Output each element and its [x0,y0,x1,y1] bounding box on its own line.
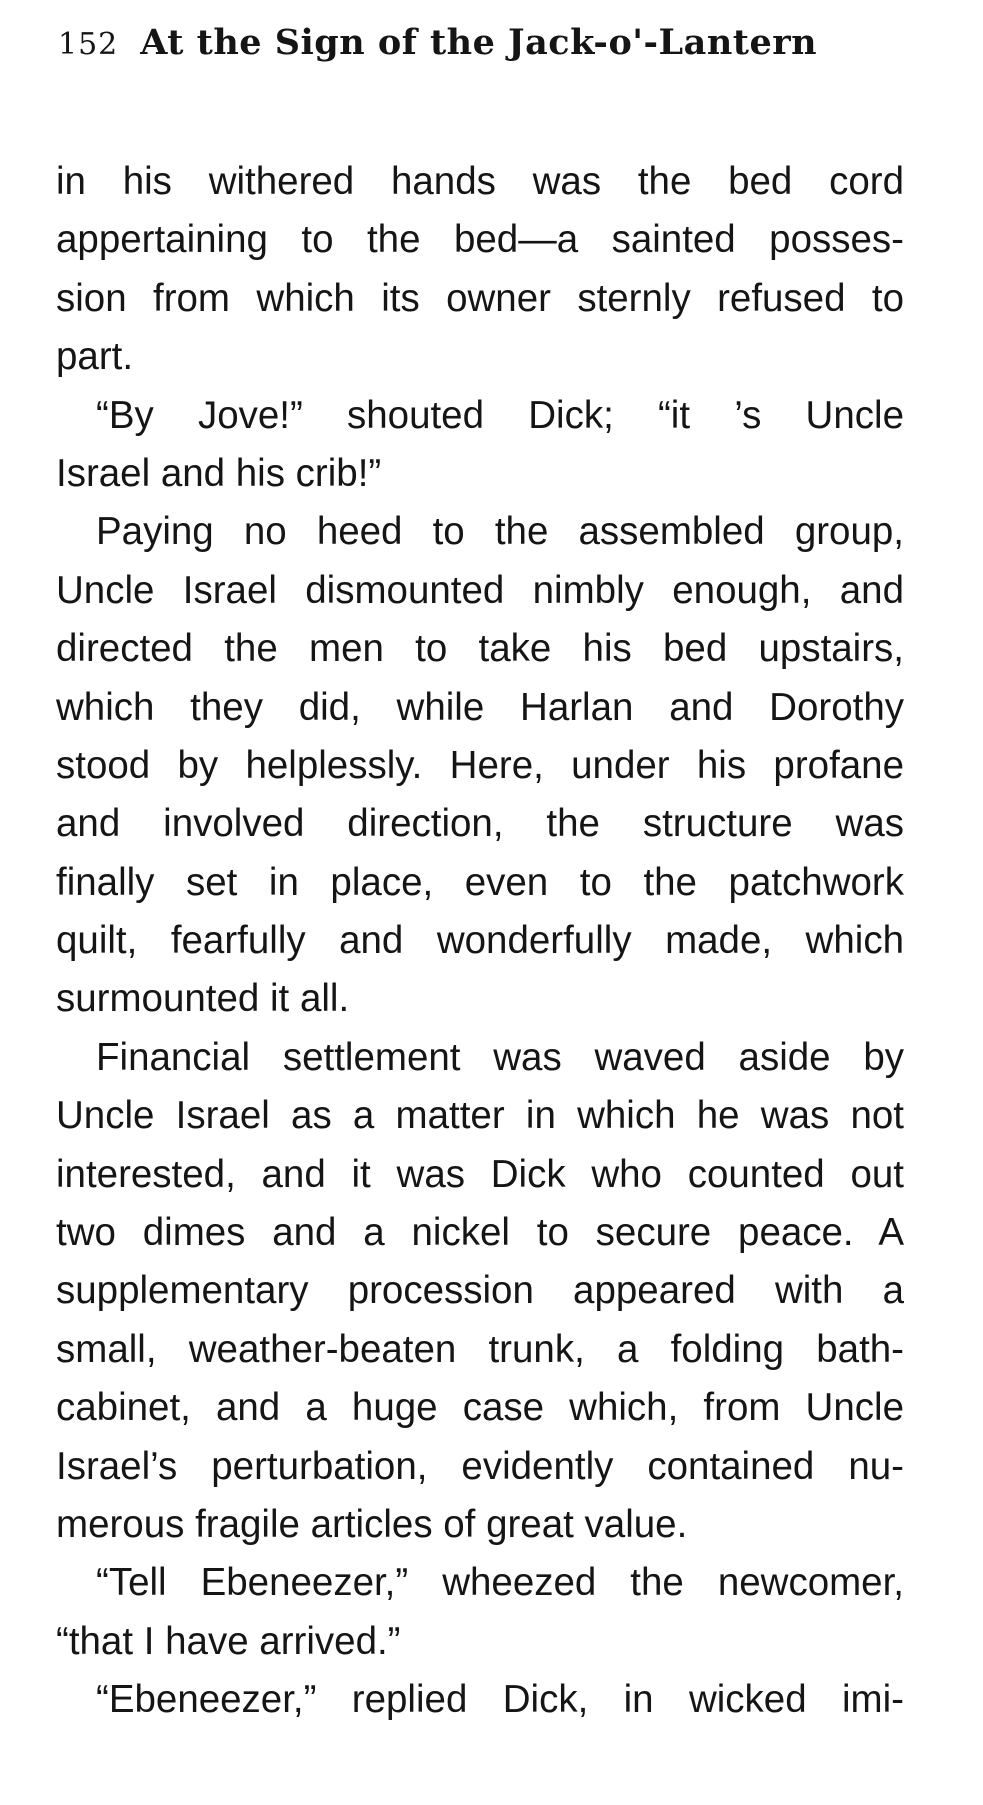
text-line: appertaining to the bed—a sainted posses- [56,218,904,262]
text-line: quilt, fearfully and wonderfully made, which [56,919,904,963]
text-line: stood by helplessly. Here, under his profane [56,743,904,787]
text-line: Uncle Israel as a matter in which he was not [56,1094,904,1138]
text-line: small, weather-beaten trunk, a folding bath- [56,1327,904,1371]
text-line: Financial settlement was waved aside by [96,1035,904,1079]
text-line: directed the men to take his bed upstairs, [56,627,904,671]
running-title: At the Sign of the Jack-o'-Lantern [140,22,818,63]
text-line: sion from which its owner sternly refused to [56,276,904,320]
running-head [58,22,918,92]
text-line: “By Jove!” shouted Dick; “it ’s Uncle [96,393,904,437]
text-line: and involved direction, the structure was [56,802,904,846]
text-line: which they did, while Harlan and Dorothy [56,685,904,729]
text-line: “Ebeneezer,” replied Dick, in wicked imi- [96,1678,904,1722]
text-line: in his withered hands was the bed cord [56,160,904,203]
text-line: surmounted it all. [56,977,350,1021]
text-line: “that I have arrived.” [56,1619,401,1663]
text-line: Paying no heed to the assembled group, [96,510,904,554]
text-line: two dimes and a nickel to secure peace. A [56,1211,904,1255]
text-line: finally set in place, even to the patchwork [56,860,904,904]
text-line: cabinet, and a huge case which, from Uncle [56,1386,904,1430]
text-line: supplementary procession appeared with a [56,1269,904,1313]
text-line: merous fragile articles of great value. [56,1502,688,1546]
text-line: Israel and his crib!” [56,451,382,495]
text-line: interested, and it was Dick who counted out [56,1152,904,1196]
text-line: “Tell Ebeneezer,” wheezed the newcomer, [96,1561,904,1605]
text-line: Uncle Israel dismounted nimbly enough, and [56,568,904,612]
page-number: 152 [58,27,119,62]
text-line: Israel’s perturbation, evidently contained nu- [56,1444,904,1488]
text-line: part. [56,335,134,379]
body-text [56,153,904,1730]
